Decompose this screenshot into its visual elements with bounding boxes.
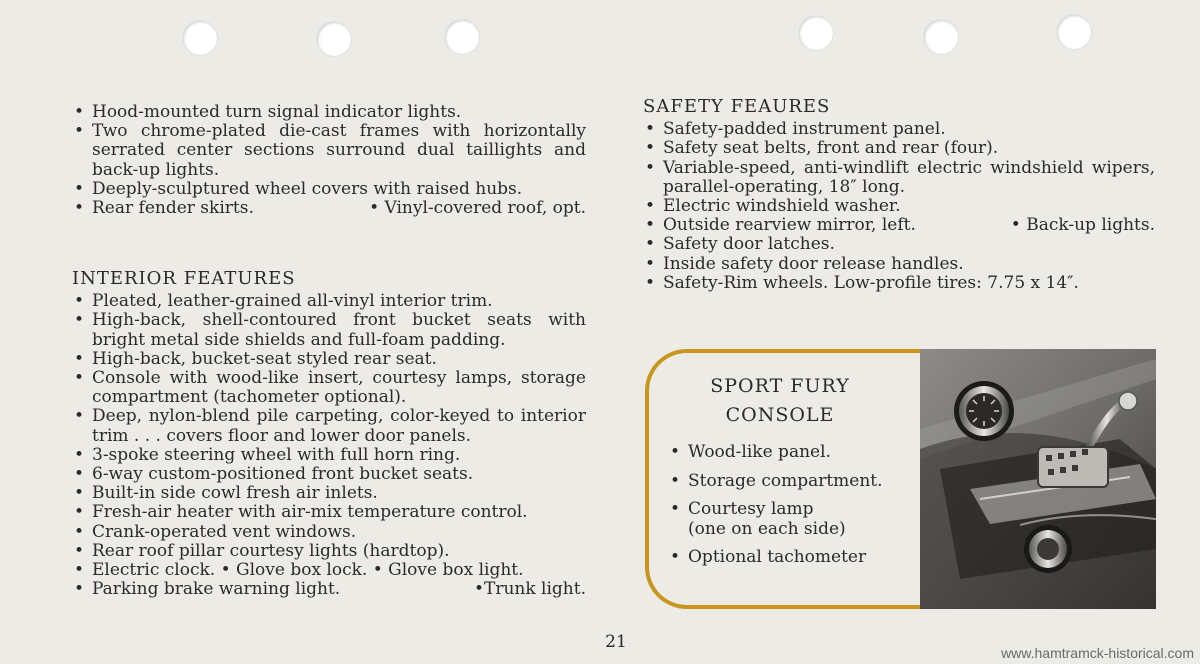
list-item: • High-back, shell-contoured front bucket seats with bright metal side shields and full-foam padding. <box>72 311 586 349</box>
list-item: • Optional tachometer <box>668 548 920 568</box>
binder-hole <box>445 20 479 54</box>
list-item: • Safety-Rim wheels. Low-profile tires: 7.75 x 14″. <box>643 274 1155 293</box>
item-text: • Back-up lights. <box>1010 215 1155 236</box>
list-item: • Deep, nylon-blend pile carpeting, color-keyed to interior trim . . . covers floor and lower door panels. <box>72 407 586 445</box>
list-item <box>668 500 920 539</box>
list-item <box>72 580 586 599</box>
item-text: • Parking brake warning light. <box>92 579 341 600</box>
section-heading: INTERIOR FEATURES <box>72 268 296 289</box>
binder-hole <box>924 20 958 54</box>
binder-hole <box>1057 15 1091 49</box>
binder-hole <box>183 21 217 55</box>
item-text: (one on each side) <box>688 518 846 539</box>
list-item: • Rear roof pillar courtesy lights (hardtop). <box>72 542 586 561</box>
item-text: • Courtesy lamp <box>688 499 814 519</box>
list-item: • Electric clock. • Glove box lock. • Glove box light. <box>72 561 586 580</box>
binder-holes <box>0 0 1200 70</box>
list-item: • Inside safety door release handles. <box>643 255 1155 274</box>
console-title-line: SPORT FURY <box>710 375 850 397</box>
binder-hole <box>317 22 351 56</box>
item-text: • Outside rearview mirror, left. <box>663 215 916 236</box>
list-item: • Fresh-air heater with air-mix temperature control. <box>72 503 586 522</box>
list-item: • Two chrome-plated die-cast frames with horizontally serrated center sections surround dual taillights and back-up lights. <box>72 122 586 180</box>
list-item: • Safety-padded instrument panel. <box>643 120 1155 139</box>
list-item <box>72 199 586 218</box>
list-item: • Wood-like panel. <box>668 443 920 463</box>
item-text: • Rear fender skirts. <box>92 198 254 219</box>
list-item: • Variable-speed, anti-windlift electric windshield wipers, parallel-operating, 18″ long. <box>643 159 1155 197</box>
list-item: • Safety seat belts, front and rear (four). <box>643 139 1155 158</box>
console-photo <box>920 349 1156 609</box>
list-item: • Electric windshield washer. <box>643 197 1155 216</box>
list-item: • 6-way custom-positioned front bucket seats. <box>72 465 586 484</box>
list-item: • Deeply-sculptured wheel covers with raised hubs. <box>72 180 586 199</box>
list-item: • Crank-operated vent windows. <box>72 523 586 542</box>
list-item: • Storage compartment. <box>668 472 920 492</box>
list-item: • Hood-mounted turn signal indicator lights. <box>72 103 586 122</box>
console-title <box>680 372 880 430</box>
interior-features <box>72 269 586 599</box>
binder-hole <box>799 16 833 50</box>
watermark: www.hamtramck-historical.com <box>1001 645 1194 661</box>
page-number: 21 <box>605 632 627 652</box>
item-text: • Vinyl-covered roof, opt. <box>369 198 586 219</box>
list-item: • Safety door latches. <box>643 235 1155 254</box>
item-text: •Trunk light. <box>473 579 586 600</box>
list-item: • Built-in side cowl fresh air inlets. <box>72 484 586 503</box>
console-features <box>668 443 920 577</box>
list-item: • 3-spoke steering wheel with full horn ring. <box>72 446 586 465</box>
list-item: • High-back, bucket-seat styled rear seat. <box>72 350 586 369</box>
section-heading: SAFETY FEAURES <box>643 96 831 117</box>
list-item <box>643 216 1155 235</box>
console-title-line: CONSOLE <box>725 404 835 426</box>
list-item: • Console with wood-like insert, courtesy lamps, storage compartment (tachometer optional). <box>72 369 586 407</box>
exterior-features <box>72 103 586 218</box>
safety-features <box>643 97 1155 293</box>
list-item: • Pleated, leather-grained all-vinyl interior trim. <box>72 292 586 311</box>
